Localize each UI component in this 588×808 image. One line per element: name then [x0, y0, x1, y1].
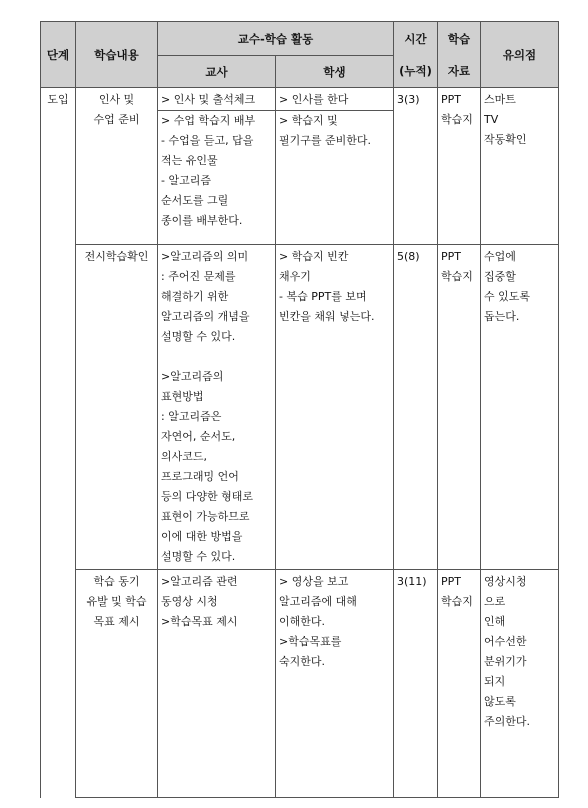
teacher-rest: > 수업 학습지 배부 - 수업을 듣고, 답을 적는 유인물 - 알고리즘 순서도를 그릴 종이를 배부한다. — [161, 114, 256, 227]
header-teacher: 교사 — [158, 56, 276, 88]
material-cell: PPT 학습지 — [438, 570, 481, 798]
table-row — [41, 245, 559, 570]
content-cell: 학습 동기 유발 및 학습 목표 제시 — [76, 570, 158, 798]
teacher-cell — [158, 88, 276, 245]
student-cell: > 학습지 빈칸 채우기 - 복습 PPT를 보며 빈칸을 채워 넣는다. — [276, 245, 394, 570]
header-material-type: 자료 — [438, 56, 481, 88]
lesson-plan-table — [40, 21, 559, 798]
student-cell: > 영상을 보고 알고리즘에 대해 이해한다. >학습목표를 숙지한다. — [276, 570, 394, 798]
stage-cell: 도입 — [41, 88, 76, 798]
student-rest: > 학습지 및 필기구를 준비한다. — [279, 114, 372, 147]
header-time: 시간 — [394, 22, 438, 56]
student-cell — [276, 88, 394, 245]
content-cell: 인사 및 수업 준비 — [76, 88, 158, 245]
header-stage: 단계 — [41, 22, 76, 88]
time-cell: 3(11) — [394, 570, 438, 798]
time-cell: 5(8) — [394, 245, 438, 570]
student-first-line: > 인사를 한다 — [276, 90, 393, 111]
content-cell: 전시학습확인 — [76, 245, 158, 570]
header-content: 학습내용 — [76, 22, 158, 88]
material-cell: PPT 학습지 — [438, 245, 481, 570]
notes-cell: 영상시청 으로 인해 어수선한 분위기가 되지 않도록 주의한다. — [481, 570, 559, 798]
header-activity: 교수-학습 활동 — [158, 22, 394, 56]
table-row — [41, 570, 559, 798]
material-cell: PPT 학습지 — [438, 88, 481, 245]
teacher-cell: >알고리즘 관련 동영상 시청 >학습목표 제시 — [158, 570, 276, 798]
header-time-cumulative: (누적) — [394, 56, 438, 88]
notes-cell: 수업에 집중할 수 있도록 돕는다. — [481, 245, 559, 570]
table-row — [41, 88, 559, 245]
header-student: 학생 — [276, 56, 394, 88]
header-notes: 유의점 — [481, 22, 559, 88]
notes-cell: 스마트 TV 작동확인 — [481, 88, 559, 245]
header-material: 학습 — [438, 22, 481, 56]
teacher-cell: >알고리즘의 의미 : 주어진 문제를 해결하기 위한 알고리즘의 개념을 설명할 수 있다. >알고리즘의 표현방법 : 알고리즘은 자연어, 순서도, 의사코드, 프로그래밍 언어 등의 다양한 형태로 표현이 가능하므로 이에 대한 방법을 설명할 수 있다. — [158, 245, 276, 570]
teacher-first-line: > 인사 및 출석체크 — [158, 90, 275, 111]
time-cell: 3(3) — [394, 88, 438, 245]
